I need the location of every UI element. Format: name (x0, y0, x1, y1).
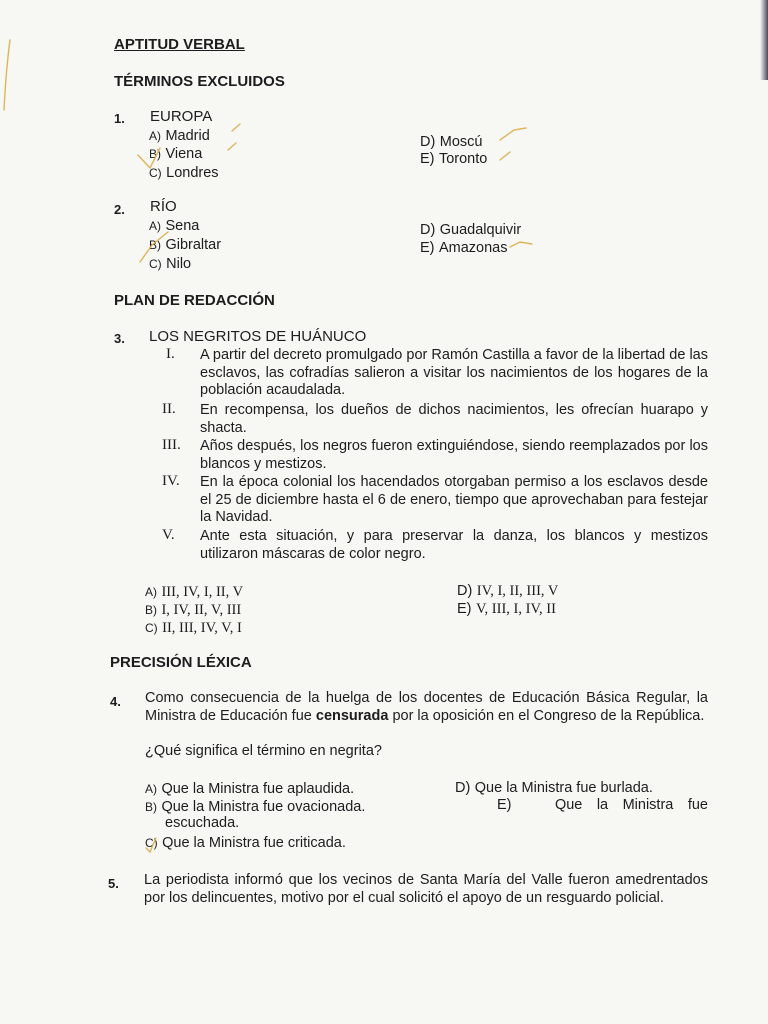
option-a: A) III, IV, I, II, V (145, 584, 244, 600)
option-e: E) Amazonas (420, 240, 508, 256)
option-a: A) Que la Ministra fue aplaudida. (145, 781, 355, 797)
statement-roman: III. (162, 437, 181, 453)
question-heading: EUROPA (150, 108, 213, 125)
bold-term: censurada (315, 707, 389, 724)
option-a: A) Madrid (149, 128, 210, 144)
statement-roman: I. (166, 346, 175, 362)
question-stem: La periodista informó que los vecinos de Santa María del Valle fueron amedrentados por los delincuentes, motivo por el cual solicitó el apoyo de un resguardo policial. (144, 872, 708, 906)
question-number: 3. (114, 331, 125, 346)
check-mark-q1 (138, 148, 160, 168)
section-heading-plan-de-redaccion: PLAN DE REDACCIÓN (114, 292, 275, 309)
option-b: B) Gibraltar (149, 237, 222, 253)
statement-text: Años después, los negros fueron extinguiéndose, siendo reemplazados por los blancos y mestizos. (200, 438, 708, 472)
section-heading-terminos-excluidos: TÉRMINOS EXCLUIDOS (114, 73, 285, 90)
option-d: D) Moscú (420, 134, 483, 150)
slash-mark-q2 (140, 232, 168, 262)
statement-text: A partir del decreto promulgado por Ramón Castilla a favor de la libertad de las esclavos, las cofradías salieron a visitar los nacimientos de los hogares de la población acaudalada. (200, 347, 708, 398)
option-a: A) Sena (149, 218, 200, 234)
question-number: 2. (114, 202, 125, 217)
question-prompt: ¿Qué significa el término en negrita? (145, 743, 382, 759)
option-c: C) Londres (149, 165, 219, 181)
statement-text: Ante esta situación, y para preservar la danza, los blancos y mestizos utilizaron máscaras de color negro. (200, 528, 708, 562)
statement-text: En la época colonial los hacendados otorgaban permiso a los esclavos desde el 25 de diciembre hasta el 6 de enero, tiempo que aprovechaban para festejar la Navidad. (200, 474, 708, 525)
option-e: E) V, III, I, IV, II (457, 601, 556, 617)
section-heading-precision-lexica: PRECISIÓN LÉXICA (110, 654, 252, 671)
question-number: 1. (114, 111, 125, 126)
question-stem: Como consecuencia de la huelga de los docentes de Educación Básica Regular, la Ministra de Educación fue censurada por la oposición en el Congreso de la República. (145, 690, 708, 724)
question-heading: LOS NEGRITOS DE HUÁNUCO (149, 328, 367, 345)
option-b: B) Que la Ministra fue ovacionada. (145, 799, 366, 815)
statement-roman: II. (162, 401, 176, 417)
question-number: 5. (108, 876, 119, 891)
option-c: C) Nilo (149, 256, 192, 272)
option-d: D) Que la Ministra fue burlada. (455, 780, 653, 796)
check-mark-q4 (146, 838, 156, 852)
option-b: B) I, IV, II, V, III (145, 602, 242, 618)
option-c: C) Que la Ministra fue criticada. (145, 835, 346, 851)
option-c: C) II, III, IV, V, I (145, 620, 242, 636)
statement-roman: IV. (162, 473, 180, 489)
option-e: E) Que la Ministra fue escuchada. (165, 797, 708, 831)
option-d: D) Guadalquivir (420, 222, 522, 238)
option-e: E) Toronto (420, 151, 488, 167)
option-b: B) Viena (149, 146, 203, 162)
question-number: 4. (110, 694, 121, 709)
option-d: D) IV, I, II, III, V (457, 583, 559, 599)
statement-text: En recompensa, los dueños de dichos nacimientos, les ofrecían huarapo y shacta. (200, 402, 708, 436)
statement-roman: V. (162, 527, 175, 543)
question-heading: RÍO (150, 198, 177, 215)
page-title: APTITUD VERBAL (114, 36, 245, 53)
